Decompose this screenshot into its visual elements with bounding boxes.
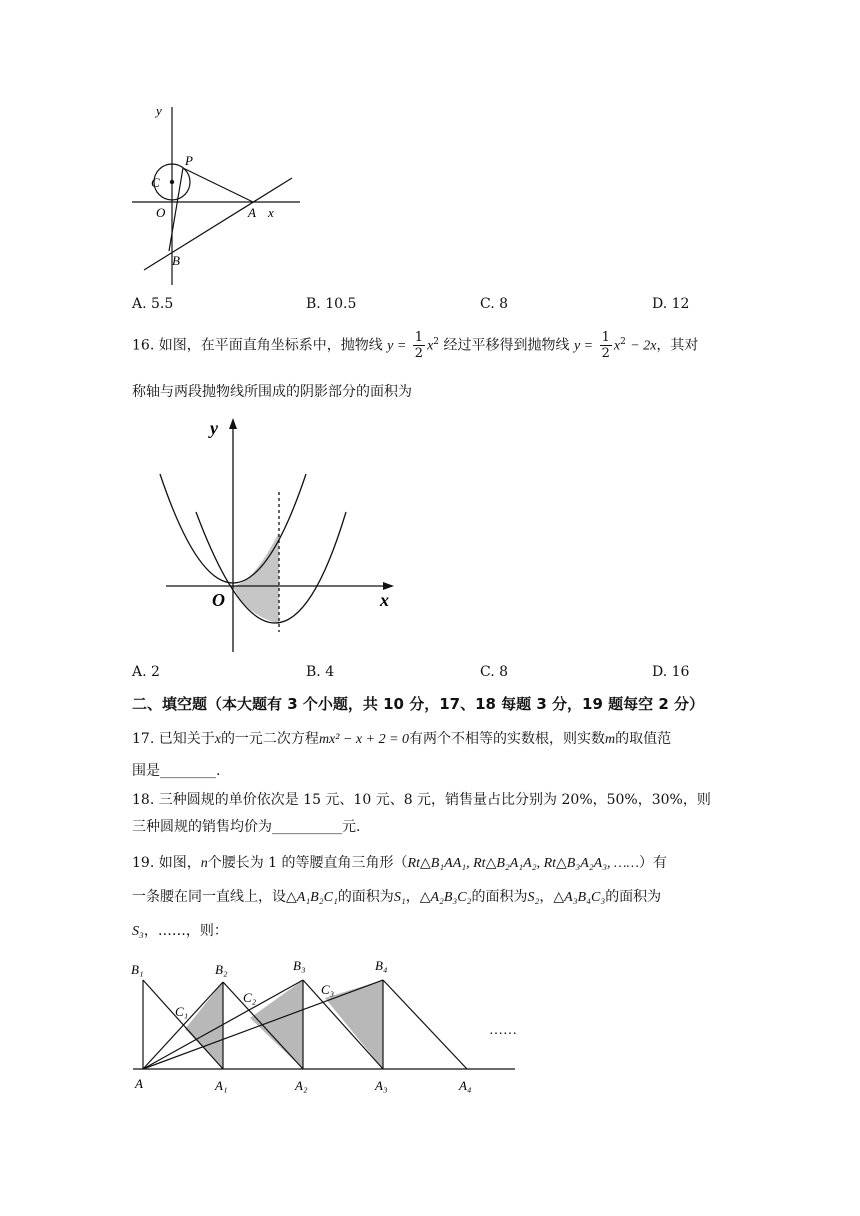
- q16-option-b[interactable]: B. 4: [306, 664, 335, 680]
- label-a1: A₁: [215, 1078, 228, 1093]
- shaded-region: [233, 532, 279, 624]
- label-b1: B₁: [131, 962, 144, 977]
- label-a2: A₂: [295, 1078, 308, 1093]
- label-c3: C₃: [321, 982, 335, 997]
- q18-line2: 三种圆规的销售均价为__________元.: [132, 819, 361, 835]
- q16-option-a[interactable]: A. 2: [132, 664, 160, 680]
- q19-number: 19.: [132, 855, 155, 871]
- q16-number: 16.: [132, 337, 155, 354]
- y-arrow: [229, 418, 237, 429]
- label-b3: B₃: [293, 958, 306, 973]
- q17-t2: 的一元二次方程: [220, 731, 319, 747]
- q16-x: x: [427, 338, 434, 354]
- q16-minus2x: − 2x: [630, 338, 657, 354]
- q19-tri2: △A₂B₃C₂: [419, 890, 472, 905]
- q16-line2: 称轴与两段抛物线所围成的阴影部分的面积为: [132, 384, 412, 400]
- label-y: y: [156, 103, 162, 118]
- label-b2: B₂: [215, 962, 228, 977]
- q17-number: 17.: [132, 731, 155, 747]
- q19-line3-tail: ，……，则：: [143, 923, 228, 939]
- line-ab: [144, 178, 292, 270]
- q16-text3: ，其对: [656, 337, 699, 354]
- q16-line1: [132, 330, 698, 361]
- q15-option-d[interactable]: D. 12: [652, 296, 690, 312]
- center-point: [170, 180, 174, 184]
- x-arrow: [383, 582, 394, 590]
- q19-comma-1: ，: [405, 889, 420, 905]
- frac-num-2: 1: [601, 330, 610, 345]
- q19-area-of-2: 的面积为: [471, 889, 528, 905]
- q16-text2: 经过平移得到抛物线: [443, 337, 570, 354]
- label-x: x: [380, 590, 389, 610]
- q19-area-of-1: 的面积为: [337, 889, 394, 905]
- q16-y-eq: y =: [387, 338, 407, 354]
- q16-sq: 2: [433, 336, 440, 347]
- label-b: B: [172, 253, 180, 268]
- q17-x: x: [214, 732, 221, 747]
- q17-line1: [132, 728, 671, 748]
- q15-option-b[interactable]: B. 10.5: [306, 296, 357, 312]
- q16-text1: 如图，在平面直角坐标系中，抛物线: [158, 337, 383, 354]
- q16-y-eq-2: y =: [573, 338, 594, 354]
- label-x: x: [268, 205, 274, 220]
- q17-t4: 的取值范: [615, 731, 672, 747]
- label-p: P: [185, 153, 193, 168]
- label-o: O: [212, 590, 225, 610]
- q16-frac1: [413, 330, 425, 361]
- shaded-triangle-1: [185, 982, 223, 1069]
- q19-t3: ）有: [638, 855, 667, 871]
- q19-area-of-3: 的面积为: [605, 889, 662, 905]
- q19-s1: S₁: [393, 890, 406, 905]
- hyp-b4a4: [383, 980, 467, 1069]
- q18-text: 三种圆规的单价依次是 15 元、10 元、8 元，销售量占比分别为 20%，50%，30%，则: [158, 792, 711, 808]
- q17-eq: mx² − x + 2 = 0: [318, 732, 410, 747]
- q17-m: m: [605, 732, 616, 747]
- label-c: C: [151, 175, 160, 190]
- shaded-triangle-2: [250, 980, 303, 1069]
- q15-option-a[interactable]: A. 5.5: [132, 296, 174, 312]
- q19-t2: 个腰长为 1 的等腰直角三角形（: [207, 855, 408, 871]
- label-dots: ……: [489, 1023, 517, 1038]
- frac-den: 2: [414, 346, 424, 361]
- q19-line1: [132, 852, 667, 872]
- q18-number: 18.: [132, 792, 155, 808]
- q19-line2: [132, 886, 661, 906]
- q19-t1: 如图，: [158, 855, 201, 871]
- q19-s3: S₃: [132, 924, 144, 939]
- q17-t3: 有两个不相等的实数根，则实数: [409, 731, 606, 747]
- label-a: A: [135, 1076, 143, 1091]
- section-title: 二、填空题（本大题有 3 个小题，共 10 分，17、18 每题 3 分，19 题每空 2 分）: [132, 695, 705, 713]
- q19-s2: S₂: [527, 890, 540, 905]
- q16-frac2: [600, 330, 612, 361]
- label-b4: B₄: [375, 958, 388, 973]
- figure-15: [120, 95, 310, 290]
- label-a3: A₃: [375, 1078, 388, 1093]
- q15-option-c[interactable]: C. 8: [480, 296, 509, 312]
- q18-line1: [132, 789, 711, 809]
- label-c1: C₁: [175, 1004, 189, 1019]
- frac-num: 1: [414, 330, 424, 345]
- q19-comma-2: ，: [539, 889, 554, 905]
- q17-t1: 已知关于: [158, 731, 215, 747]
- figure-19: [125, 952, 525, 1100]
- label-c2: C₂: [243, 990, 257, 1005]
- label-y: y: [210, 418, 218, 438]
- q19-line3: [132, 920, 228, 940]
- q16-x-2: x: [613, 338, 621, 354]
- q19-line2a: 一条腰在同一直线上，设: [132, 889, 286, 905]
- figure-16: [150, 412, 400, 657]
- q19-triangles: Rt△B₁AA₁, Rt△B₂A₁A₂, Rt△B₃A₂A₃, ……: [407, 856, 639, 871]
- q19-tri1: △A₁B₂C₁: [286, 890, 338, 905]
- label-a4: A₄: [459, 1078, 472, 1093]
- q17-line2: 围是________.: [132, 763, 221, 779]
- label-o: O: [156, 205, 166, 220]
- q16-option-c[interactable]: C. 8: [480, 664, 509, 680]
- q16-sq-2: 2: [620, 336, 626, 347]
- q16-option-d[interactable]: D. 16: [652, 664, 690, 680]
- frac-den-2: 2: [601, 346, 610, 361]
- q19-n: n: [200, 856, 208, 871]
- q19-tri3: △A₃B₄C₃: [553, 890, 606, 905]
- label-a: A: [248, 205, 256, 220]
- segment-pa: [183, 168, 253, 202]
